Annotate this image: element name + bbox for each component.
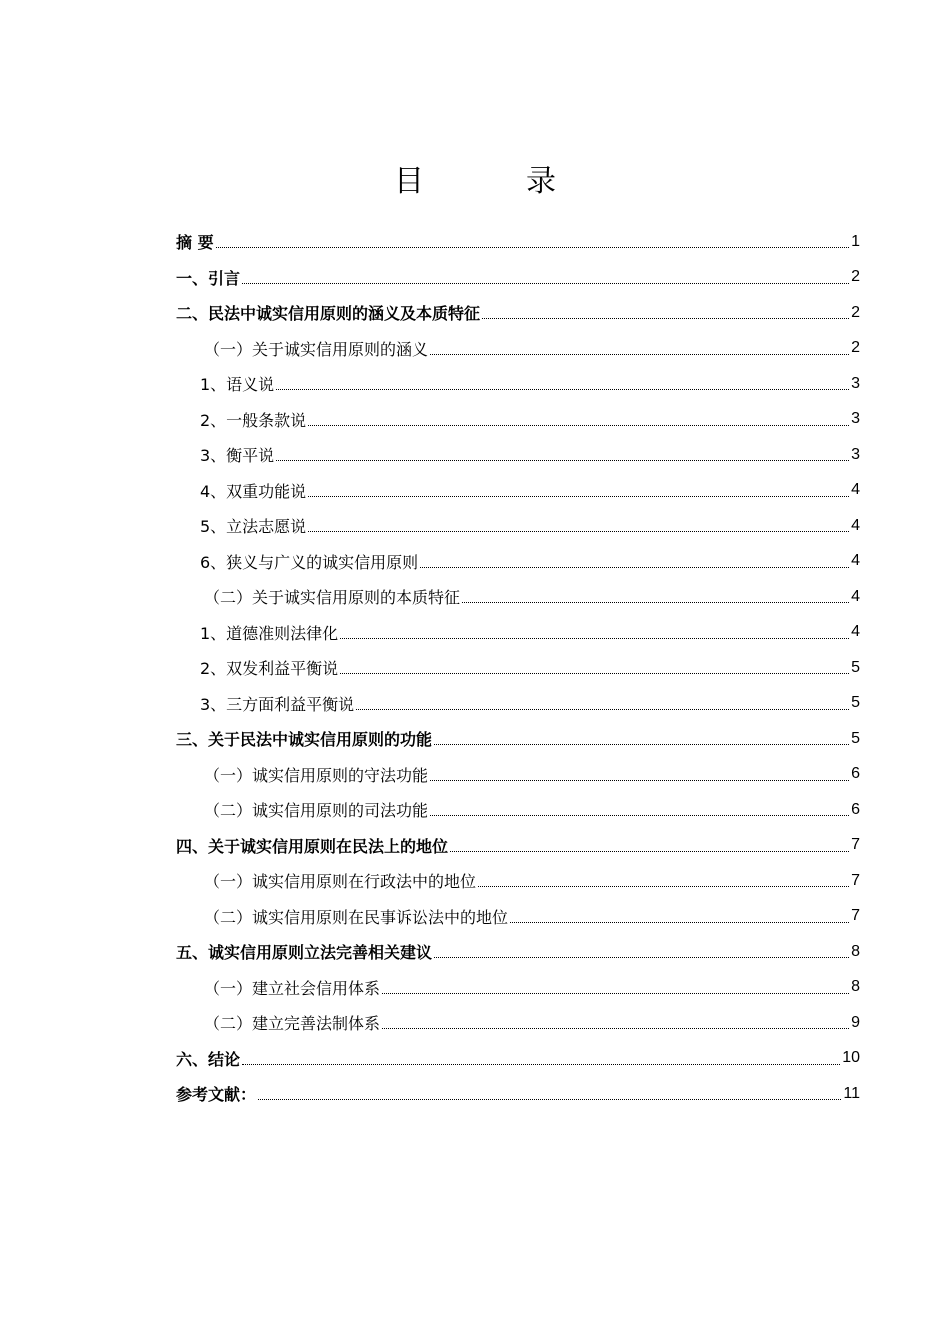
toc-leader-dots [434,957,849,958]
toc-entry-label: （二）诚实信用原则的司法功能 [204,798,428,821]
toc-entry-label: 三、关于民法中诚实信用原则的功能 [176,727,432,750]
toc-entry[interactable] [176,650,860,686]
toc-page-number: 2 [851,303,860,321]
toc-entry[interactable] [176,1005,860,1041]
toc-page-number: 4 [851,516,860,534]
toc-page-number: 10 [842,1049,860,1067]
toc-entry-label: 参考文献： [176,1082,256,1105]
toc-entry-label: （一）建立社会信用体系 [204,976,380,999]
toc-entry[interactable] [176,508,860,544]
toc-page-number: 4 [851,623,860,641]
toc-page-number: 3 [851,374,860,392]
toc-entry-label: 二、民法中诚实信用原则的涵义及本质特征 [176,301,480,324]
toc-entry[interactable] [176,899,860,935]
toc-page-number: 3 [851,410,860,428]
toc-entry[interactable] [176,615,860,651]
toc-entry[interactable] [176,544,860,580]
toc-leader-dots [340,638,849,639]
toc-entry-label: 3、衡平说 [200,443,274,466]
toc-entry-label: 1、道德准则法律化 [200,621,338,644]
toc-entry[interactable] [176,295,860,331]
toc-page-number: 9 [851,1013,860,1031]
toc-leader-dots [420,567,849,568]
toc-page-number: 6 [851,800,860,818]
toc-leader-dots [382,993,849,994]
toc-leader-dots [382,1028,849,1029]
toc-entry-label: 摘 要 [176,230,214,253]
toc-entry[interactable] [176,260,860,296]
toc-leader-dots [258,1099,841,1100]
toc-entry-label: 2、一般条款说 [200,408,306,431]
toc-leader-dots [510,922,849,923]
toc-entry[interactable] [176,473,860,509]
toc-entry-label: 6、狭义与广义的诚实信用原则 [200,550,418,573]
toc-leader-dots [308,496,849,497]
toc-leader-dots [216,247,850,248]
toc-page-number: 4 [851,481,860,499]
toc-entry-label: 3、三方面利益平衡说 [200,692,354,715]
toc-entry-label: 5、立法志愿说 [200,514,306,537]
toc-leader-dots [340,673,849,674]
toc-leader-dots [276,389,849,390]
toc-leader-dots [478,886,849,887]
toc-entry-label: （二）建立完善法制体系 [204,1011,380,1034]
toc-leader-dots [242,283,849,284]
toc-leader-dots [308,531,849,532]
toc-leader-dots [430,780,849,781]
toc-entry[interactable] [176,437,860,473]
toc-entry[interactable] [176,579,860,615]
toc-leader-dots [276,460,849,461]
toc-page-number: 2 [851,339,860,357]
toc-entry[interactable] [176,721,860,757]
toc-page-number: 5 [851,658,860,676]
toc-page-number: 4 [851,552,860,570]
toc-entry[interactable] [176,828,860,864]
toc-entry[interactable] [176,1076,860,1112]
toc-entry[interactable] [176,1041,860,1077]
toc-entry[interactable] [176,331,860,367]
toc-entry[interactable] [176,224,860,260]
toc-page-number: 7 [851,907,860,925]
toc-entry[interactable] [176,686,860,722]
toc-entry[interactable] [176,402,860,438]
toc-entry-label: 1、语义说 [200,372,274,395]
toc-page-number: 5 [851,694,860,712]
toc-entry-label: 一、引言 [176,266,240,289]
toc-entry-label: （二）诚实信用原则在民事诉讼法中的地位 [204,905,508,928]
toc-entry[interactable] [176,863,860,899]
toc-entry-label: （一）诚实信用原则在行政法中的地位 [204,869,476,892]
toc-leader-dots [430,354,849,355]
toc-entry-label: （一）关于诚实信用原则的涵义 [204,337,428,360]
toc-page-number: 8 [851,942,860,960]
toc-page-number: 5 [851,729,860,747]
toc-page-number: 3 [851,445,860,463]
toc-entry[interactable] [176,792,860,828]
toc-entry-label: 六、结论 [176,1047,240,1070]
toc-leader-dots [462,602,849,603]
toc-page-number: 7 [851,871,860,889]
toc-page-number: 1 [851,232,860,250]
toc-entry[interactable] [176,757,860,793]
toc-page-number: 8 [851,978,860,996]
toc-page-number: 11 [843,1084,860,1102]
toc-leader-dots [430,815,849,816]
toc-title: 目 录 [394,164,592,199]
toc-page-number: 4 [851,587,860,605]
toc-entry-label: 五、诚实信用原则立法完善相关建议 [176,940,432,963]
toc-entry-label: 四、关于诚实信用原则在民法上的地位 [176,834,448,857]
toc-entry-label: （二）关于诚实信用原则的本质特征 [204,585,460,608]
toc-page-number: 7 [851,836,860,854]
toc-entry[interactable] [176,934,860,970]
toc-entry-label: 2、双发利益平衡说 [200,656,338,679]
toc-leader-dots [434,744,849,745]
toc-leader-dots [308,425,849,426]
toc-page-number: 2 [851,268,860,286]
table-of-contents [176,224,860,1112]
toc-leader-dots [356,709,849,710]
toc-entry[interactable] [176,970,860,1006]
toc-leader-dots [482,318,849,319]
toc-entry[interactable] [176,366,860,402]
toc-entry-label: 4、双重功能说 [200,479,306,502]
toc-page-number: 6 [851,765,860,783]
toc-entry-label: （一）诚实信用原则的守法功能 [204,763,428,786]
toc-leader-dots [242,1064,840,1065]
toc-leader-dots [450,851,849,852]
